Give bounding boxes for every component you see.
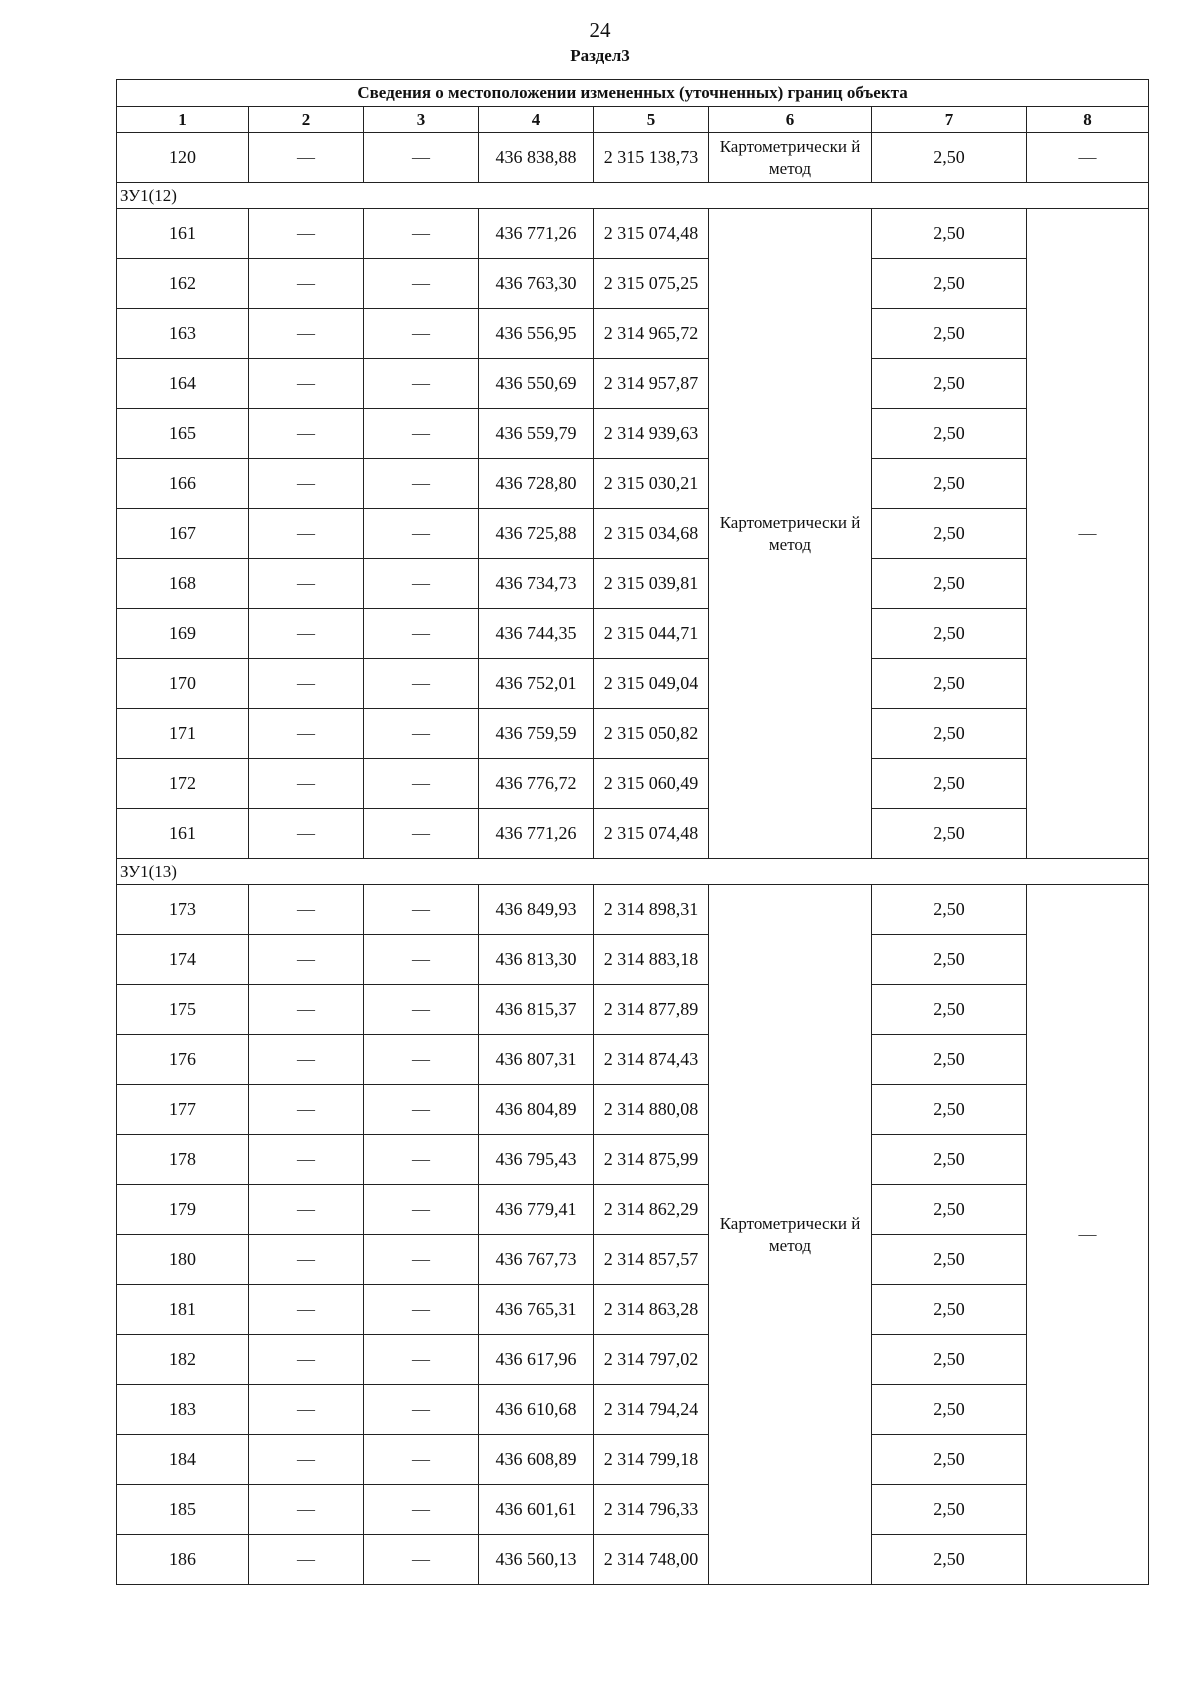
- col3-value: —: [364, 1035, 479, 1085]
- x-coordinate: 436 725,88: [479, 509, 594, 559]
- y-coordinate: 2 315 074,48: [594, 809, 709, 859]
- table-row: [117, 509, 1149, 559]
- point-number: 171: [117, 709, 249, 759]
- column-number: 6: [709, 107, 872, 133]
- y-coordinate: 2 314 748,00: [594, 1535, 709, 1585]
- y-coordinate: 2 315 050,82: [594, 709, 709, 759]
- col2-value: —: [249, 459, 364, 509]
- col3-value: —: [364, 259, 479, 309]
- point-number: 161: [117, 209, 249, 259]
- point-number: 176: [117, 1035, 249, 1085]
- coordinates-table: [116, 79, 1149, 1585]
- col2-value: —: [249, 1535, 364, 1585]
- accuracy-value: 2,50: [872, 1335, 1027, 1385]
- point-number: 177: [117, 1085, 249, 1135]
- table-row: [117, 759, 1149, 809]
- point-number: 120: [117, 133, 249, 183]
- y-coordinate: 2 314 875,99: [594, 1135, 709, 1185]
- column-number: 5: [594, 107, 709, 133]
- table-caption: Сведения о местоположении измененных (уточненных) границ объекта: [117, 80, 1149, 107]
- x-coordinate: 436 559,79: [479, 409, 594, 459]
- y-coordinate: 2 314 957,87: [594, 359, 709, 409]
- col2-value: —: [249, 559, 364, 609]
- y-coordinate: 2 314 939,63: [594, 409, 709, 459]
- page-number: 24: [589, 18, 611, 42]
- accuracy-value: 2,50: [872, 809, 1027, 859]
- x-coordinate: 436 771,26: [479, 209, 594, 259]
- section-title: Раздел3: [570, 46, 630, 65]
- col2-value: —: [249, 359, 364, 409]
- column-number: 8: [1027, 107, 1149, 133]
- table-row: [117, 1135, 1149, 1185]
- x-coordinate: 436 815,37: [479, 985, 594, 1035]
- y-coordinate: 2 315 044,71: [594, 609, 709, 659]
- col2-value: —: [249, 209, 364, 259]
- y-coordinate: 2 314 794,24: [594, 1385, 709, 1435]
- table-row: [117, 1385, 1149, 1435]
- y-coordinate: 2 315 074,48: [594, 209, 709, 259]
- accuracy-value: 2,50: [872, 1185, 1027, 1235]
- y-coordinate: 2 315 138,73: [594, 133, 709, 183]
- accuracy-value: 2,50: [872, 935, 1027, 985]
- point-number: 174: [117, 935, 249, 985]
- table-row: [117, 1185, 1149, 1235]
- col2-value: —: [249, 1185, 364, 1235]
- y-coordinate: 2 314 857,57: [594, 1235, 709, 1285]
- x-coordinate: 436 849,93: [479, 885, 594, 935]
- col2-value: —: [249, 1335, 364, 1385]
- col3-value: —: [364, 1385, 479, 1435]
- accuracy-value: 2,50: [872, 1385, 1027, 1435]
- accuracy-value: 2,50: [872, 609, 1027, 659]
- col3-value: —: [364, 1135, 479, 1185]
- col2-value: —: [249, 1435, 364, 1485]
- table-row: [117, 1085, 1149, 1135]
- y-coordinate: 2 314 883,18: [594, 935, 709, 985]
- col2-value: —: [249, 509, 364, 559]
- col3-value: —: [364, 359, 479, 409]
- accuracy-value: 2,50: [872, 1135, 1027, 1185]
- point-number: 178: [117, 1135, 249, 1185]
- x-coordinate: 436 560,13: [479, 1535, 594, 1585]
- y-coordinate: 2 314 880,08: [594, 1085, 709, 1135]
- col3-value: —: [364, 559, 479, 609]
- point-number: 180: [117, 1235, 249, 1285]
- column-number: 2: [249, 107, 364, 133]
- col2-value: —: [249, 659, 364, 709]
- group-label: ЗУ1(13): [117, 859, 1149, 885]
- x-coordinate: 436 767,73: [479, 1235, 594, 1285]
- x-coordinate: 436 779,41: [479, 1185, 594, 1235]
- col3-value: —: [364, 1185, 479, 1235]
- col3-value: —: [364, 659, 479, 709]
- group-label: ЗУ1(12): [117, 183, 1149, 209]
- col3-value: —: [364, 133, 479, 183]
- table-row: [117, 409, 1149, 459]
- x-coordinate: 436 759,59: [479, 709, 594, 759]
- method-cell: Картометрически й метод: [709, 133, 872, 183]
- x-coordinate: 436 838,88: [479, 133, 594, 183]
- accuracy-value: 2,50: [872, 1535, 1027, 1585]
- y-coordinate: 2 314 965,72: [594, 309, 709, 359]
- x-coordinate: 436 807,31: [479, 1035, 594, 1085]
- point-number: 181: [117, 1285, 249, 1335]
- x-coordinate: 436 734,73: [479, 559, 594, 609]
- table-row: [117, 1535, 1149, 1585]
- col3-value: —: [364, 759, 479, 809]
- col2-value: —: [249, 1085, 364, 1135]
- x-coordinate: 436 744,35: [479, 609, 594, 659]
- col2-value: —: [249, 1035, 364, 1085]
- method-cell: Картометрически й метод: [709, 885, 872, 1585]
- accuracy-value: 2,50: [872, 1035, 1027, 1085]
- col3-value: —: [364, 409, 479, 459]
- col3-value: —: [364, 459, 479, 509]
- table-row: [117, 309, 1149, 359]
- table-row: [117, 1285, 1149, 1335]
- y-coordinate: 2 314 799,18: [594, 1435, 709, 1485]
- col2-value: —: [249, 759, 364, 809]
- accuracy-value: 2,50: [872, 985, 1027, 1035]
- x-coordinate: 436 776,72: [479, 759, 594, 809]
- x-coordinate: 436 752,01: [479, 659, 594, 709]
- col2-value: —: [249, 1285, 364, 1335]
- table-row: [117, 1435, 1149, 1485]
- col3-value: —: [364, 709, 479, 759]
- y-coordinate: 2 314 862,29: [594, 1185, 709, 1235]
- col3-value: —: [364, 1235, 479, 1285]
- col2-value: —: [249, 309, 364, 359]
- point-number: 161: [117, 809, 249, 859]
- col2-value: —: [249, 809, 364, 859]
- col2-value: —: [249, 935, 364, 985]
- column-number: 4: [479, 107, 594, 133]
- y-coordinate: 2 315 030,21: [594, 459, 709, 509]
- col3-value: —: [364, 209, 479, 259]
- y-coordinate: 2 314 796,33: [594, 1485, 709, 1535]
- point-number: 166: [117, 459, 249, 509]
- table-body: [117, 133, 1149, 1585]
- table-row: [117, 559, 1149, 609]
- col8-value: —: [1027, 885, 1149, 1585]
- y-coordinate: 2 314 874,43: [594, 1035, 709, 1085]
- table-row: [117, 133, 1149, 183]
- col2-value: —: [249, 259, 364, 309]
- accuracy-value: 2,50: [872, 459, 1027, 509]
- x-coordinate: 436 728,80: [479, 459, 594, 509]
- col3-value: —: [364, 1085, 479, 1135]
- col2-value: —: [249, 885, 364, 935]
- accuracy-value: 2,50: [872, 759, 1027, 809]
- y-coordinate: 2 314 898,31: [594, 885, 709, 935]
- point-number: 168: [117, 559, 249, 609]
- accuracy-value: 2,50: [872, 709, 1027, 759]
- y-coordinate: 2 315 075,25: [594, 259, 709, 309]
- x-coordinate: 436 813,30: [479, 935, 594, 985]
- col2-value: —: [249, 409, 364, 459]
- accuracy-value: 2,50: [872, 1485, 1027, 1535]
- col3-value: —: [364, 309, 479, 359]
- column-number: 1: [117, 107, 249, 133]
- x-coordinate: 436 556,95: [479, 309, 594, 359]
- table-row: [117, 459, 1149, 509]
- column-number: 7: [872, 107, 1027, 133]
- accuracy-value: 2,50: [872, 559, 1027, 609]
- col3-value: —: [364, 1535, 479, 1585]
- table-row: [117, 359, 1149, 409]
- y-coordinate: 2 315 049,04: [594, 659, 709, 709]
- method-cell: Картометрически й метод: [709, 209, 872, 859]
- point-number: 170: [117, 659, 249, 709]
- col2-value: —: [249, 709, 364, 759]
- y-coordinate: 2 315 034,68: [594, 509, 709, 559]
- group-row: [117, 183, 1149, 209]
- accuracy-value: 2,50: [872, 359, 1027, 409]
- col3-value: —: [364, 1435, 479, 1485]
- col3-value: —: [364, 609, 479, 659]
- col2-value: —: [249, 1385, 364, 1435]
- col3-value: —: [364, 809, 479, 859]
- y-coordinate: 2 314 863,28: [594, 1285, 709, 1335]
- col2-value: —: [249, 1235, 364, 1285]
- accuracy-value: 2,50: [872, 885, 1027, 935]
- x-coordinate: 436 608,89: [479, 1435, 594, 1485]
- table-row: [117, 609, 1149, 659]
- point-number: 163: [117, 309, 249, 359]
- point-number: 165: [117, 409, 249, 459]
- point-number: 167: [117, 509, 249, 559]
- x-coordinate: 436 617,96: [479, 1335, 594, 1385]
- x-coordinate: 436 601,61: [479, 1485, 594, 1535]
- x-coordinate: 436 795,43: [479, 1135, 594, 1185]
- col3-value: —: [364, 1335, 479, 1385]
- col3-value: —: [364, 1285, 479, 1335]
- point-number: 169: [117, 609, 249, 659]
- x-coordinate: 436 804,89: [479, 1085, 594, 1135]
- point-number: 172: [117, 759, 249, 809]
- accuracy-value: 2,50: [872, 133, 1027, 183]
- col3-value: —: [364, 1485, 479, 1535]
- table-row: [117, 709, 1149, 759]
- col2-value: —: [249, 1135, 364, 1185]
- x-coordinate: 436 763,30: [479, 259, 594, 309]
- col3-value: —: [364, 935, 479, 985]
- accuracy-value: 2,50: [872, 259, 1027, 309]
- accuracy-value: 2,50: [872, 409, 1027, 459]
- point-number: 182: [117, 1335, 249, 1385]
- col8-value: —: [1027, 209, 1149, 859]
- table-row: [117, 985, 1149, 1035]
- table-row: [117, 209, 1149, 259]
- accuracy-value: 2,50: [872, 509, 1027, 559]
- y-coordinate: 2 315 039,81: [594, 559, 709, 609]
- col2-value: —: [249, 1485, 364, 1535]
- column-number: 3: [364, 107, 479, 133]
- col2-value: —: [249, 133, 364, 183]
- x-coordinate: 436 610,68: [479, 1385, 594, 1435]
- table-row: [117, 935, 1149, 985]
- group-row: [117, 859, 1149, 885]
- point-number: 175: [117, 985, 249, 1035]
- table-row: [117, 659, 1149, 709]
- accuracy-value: 2,50: [872, 209, 1027, 259]
- col8-value: —: [1027, 133, 1149, 183]
- point-number: 162: [117, 259, 249, 309]
- table-row: [117, 1485, 1149, 1535]
- x-coordinate: 436 550,69: [479, 359, 594, 409]
- y-coordinate: 2 315 060,49: [594, 759, 709, 809]
- accuracy-value: 2,50: [872, 1285, 1027, 1335]
- table-row: [117, 809, 1149, 859]
- table-row: [117, 1335, 1149, 1385]
- point-number: 186: [117, 1535, 249, 1585]
- accuracy-value: 2,50: [872, 1435, 1027, 1485]
- accuracy-value: 2,50: [872, 1085, 1027, 1135]
- point-number: 179: [117, 1185, 249, 1235]
- accuracy-value: 2,50: [872, 659, 1027, 709]
- point-number: 173: [117, 885, 249, 935]
- col3-value: —: [364, 509, 479, 559]
- table-row: [117, 259, 1149, 309]
- point-number: 184: [117, 1435, 249, 1485]
- y-coordinate: 2 314 877,89: [594, 985, 709, 1035]
- accuracy-value: 2,50: [872, 309, 1027, 359]
- accuracy-value: 2,50: [872, 1235, 1027, 1285]
- col2-value: —: [249, 609, 364, 659]
- table-row: [117, 1235, 1149, 1285]
- table-row: [117, 1035, 1149, 1085]
- point-number: 183: [117, 1385, 249, 1435]
- table-row: [117, 885, 1149, 935]
- x-coordinate: 436 765,31: [479, 1285, 594, 1335]
- col2-value: —: [249, 985, 364, 1035]
- col3-value: —: [364, 885, 479, 935]
- point-number: 185: [117, 1485, 249, 1535]
- y-coordinate: 2 314 797,02: [594, 1335, 709, 1385]
- col3-value: —: [364, 985, 479, 1035]
- x-coordinate: 436 771,26: [479, 809, 594, 859]
- point-number: 164: [117, 359, 249, 409]
